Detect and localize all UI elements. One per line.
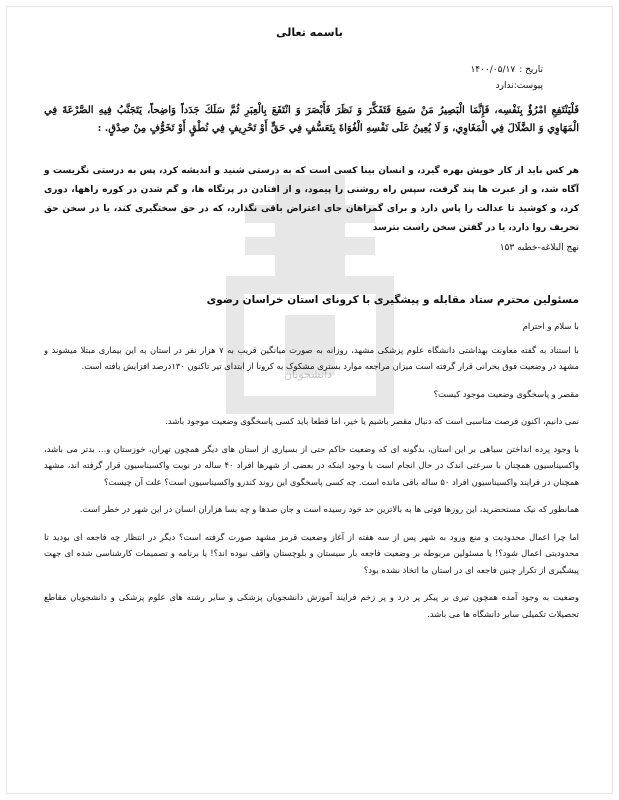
letter-body: [44, 318, 579, 633]
date-value: ۱۴۰۰/۰۵/۱۷: [470, 65, 516, 75]
date-label: تاریخ :: [519, 65, 543, 75]
body-paragraph: اما چرا اعمال محدودیت و منع ورود به شهر پس از سه هفته از آغاز وضعیت قرمز مشهد صورت گرفته است؟ دیگر در انتظار چه فاجعه ای بودید تا محدودیتی اعمال شود؟! یا مسئولین مربوطه بر وضعیت فاجعه بار سیستان و بلوچستان واقف نبوده اند؟! یا برنامه و تصمیمات کارشناسی شده ای جهت پیشگیری از تکرار چنین فاجعه ای در استان ما اتخاذ نشده بود؟: [44, 531, 579, 575]
body-paragraph: با وجود پرده انداختن سیاهی بر این استان، بدگونه ای که وضعیت حاکم حتی از بسیاری از استان های دیگر همچون تهران، خوزستان و... بدتر می باشد، واکسیناسیون همچنان با سرعتی اندک در حال انجام است با وجود اینکه در بعضی از شهرها افراد ۴۰ ساله در نوبت واکسیناسیون قرار گرفته اند، مشهد همچنان در فرایند واکسیناسیون افراد ۵۰ ساله باقی مانده است. چه کسی پاسخگوی این روند کندرو واکسیناسیون است؟ علت آن چیست؟: [44, 443, 579, 487]
letter-meta: [470, 62, 543, 94]
attachment-line: پیوست:ندارد: [495, 81, 543, 91]
body-paragraph: وضعیت به وجود آمده همچون تیری بر پیکر پر درد و پر زخم فرایند آموزش دانشجویان پزشکی و سایر رشته های علوم پزشکی و دانشجویان مقاطع تحصیلات تکمیلی سایر دانشگاه ها می باشد.: [44, 592, 579, 619]
quote-source: نهج البلاغه-خطبه ۱۵۳: [499, 243, 579, 253]
letter-subject: مسئولین محترم ستاد مقابله و پیشگیری با کرونای استان خراسان رضوی: [206, 294, 579, 306]
page-title: باسمه تعالی: [276, 26, 343, 39]
body-paragraph: مقصر و پاسخگوی وضعیت موجود کیست؟: [433, 388, 579, 399]
arabic-quote: فَلْيَنْتَفِعِ امْرُؤٌ بِنَفْسِه، فَإِنَّمَا الْبَصِيرُ مَنْ سَمِعَ فَتَفَكَّرَ وَ نَظَرَ فَأَبْصَرَ وَ انْتَفَعَ بِالْعِبَرِ ثُمَّ سَلَكَ جَدَداً وَاضِحاً، يَتَجَنَّبُ فِيهِ الصَّرْعَةَ فِي الْمَهَاوِي وَ الضَّلَالَ فِي الْمَغَاوِي، وَ لَا يُعِينُ عَلَى نَفْسِهِ الْغُوَاةَ بِتَعَسُّفٍ فِي حَقٍّ أَوْ تَحْرِيفٍ فِي نُطْقٍ أَوْ تَخَوُّفٍ مِنْ صِدْقٍ. :: [44, 105, 579, 134]
body-paragraph: همانطور که نیک مستحضرید، این روزها فوتی ها به بالاترین حد خود رسیده است و جان صدها و چه بسا هزاران انسان در این شهر در خطر است.: [79, 504, 579, 514]
greeting: با سلام و احترام: [522, 321, 579, 331]
body-paragraph: با استناد به گفته معاونت بهداشتی دانشگاه علوم پزشکی مشهد، روزانه به صورت میانگین قریب به ۷ هزار نفر در استان به این بیماری مبتلا میشوند و مشهد در وضعیت فوق بحرانی قرار گرفته است میزان مراجعه موارد بستری مشکوک به کرونا از ابتدای تیر تاکنون ۱۳۰درصد افزایش یافته است.: [44, 344, 579, 371]
date-line: [470, 62, 543, 78]
watermark-text: دانشجویان: [283, 368, 333, 381]
body-paragraph: نمی دانیم، اکنون فرصت مناسبی است که دنبال مقصر باشیم یا خیر، اما قطعا باید کسی پاسخگوی وضعیت موجود باشد.: [165, 416, 579, 426]
quote-translation: هر کس باید از کار خویش بهره گیرد، و انسان بینا کسی است که به درستی شنید و اندیشه کرد، پس به درستی نگریست و آگاه شد، و از عبرت ها پند گرفت، سپس راه روشنی را پیمود، و از افتادن در پرتگاه ها، و گم شدن در کوره راهها، دوری کرد، و کوشید تا عدالت را پاس دارد و برای گمراهان جای اعتراض باقی نگذارد، که در حق سختگیری کند، یا در سخن حق تحریف روا دارد، یا در گفتن سخن راست بترسد: [44, 166, 579, 233]
